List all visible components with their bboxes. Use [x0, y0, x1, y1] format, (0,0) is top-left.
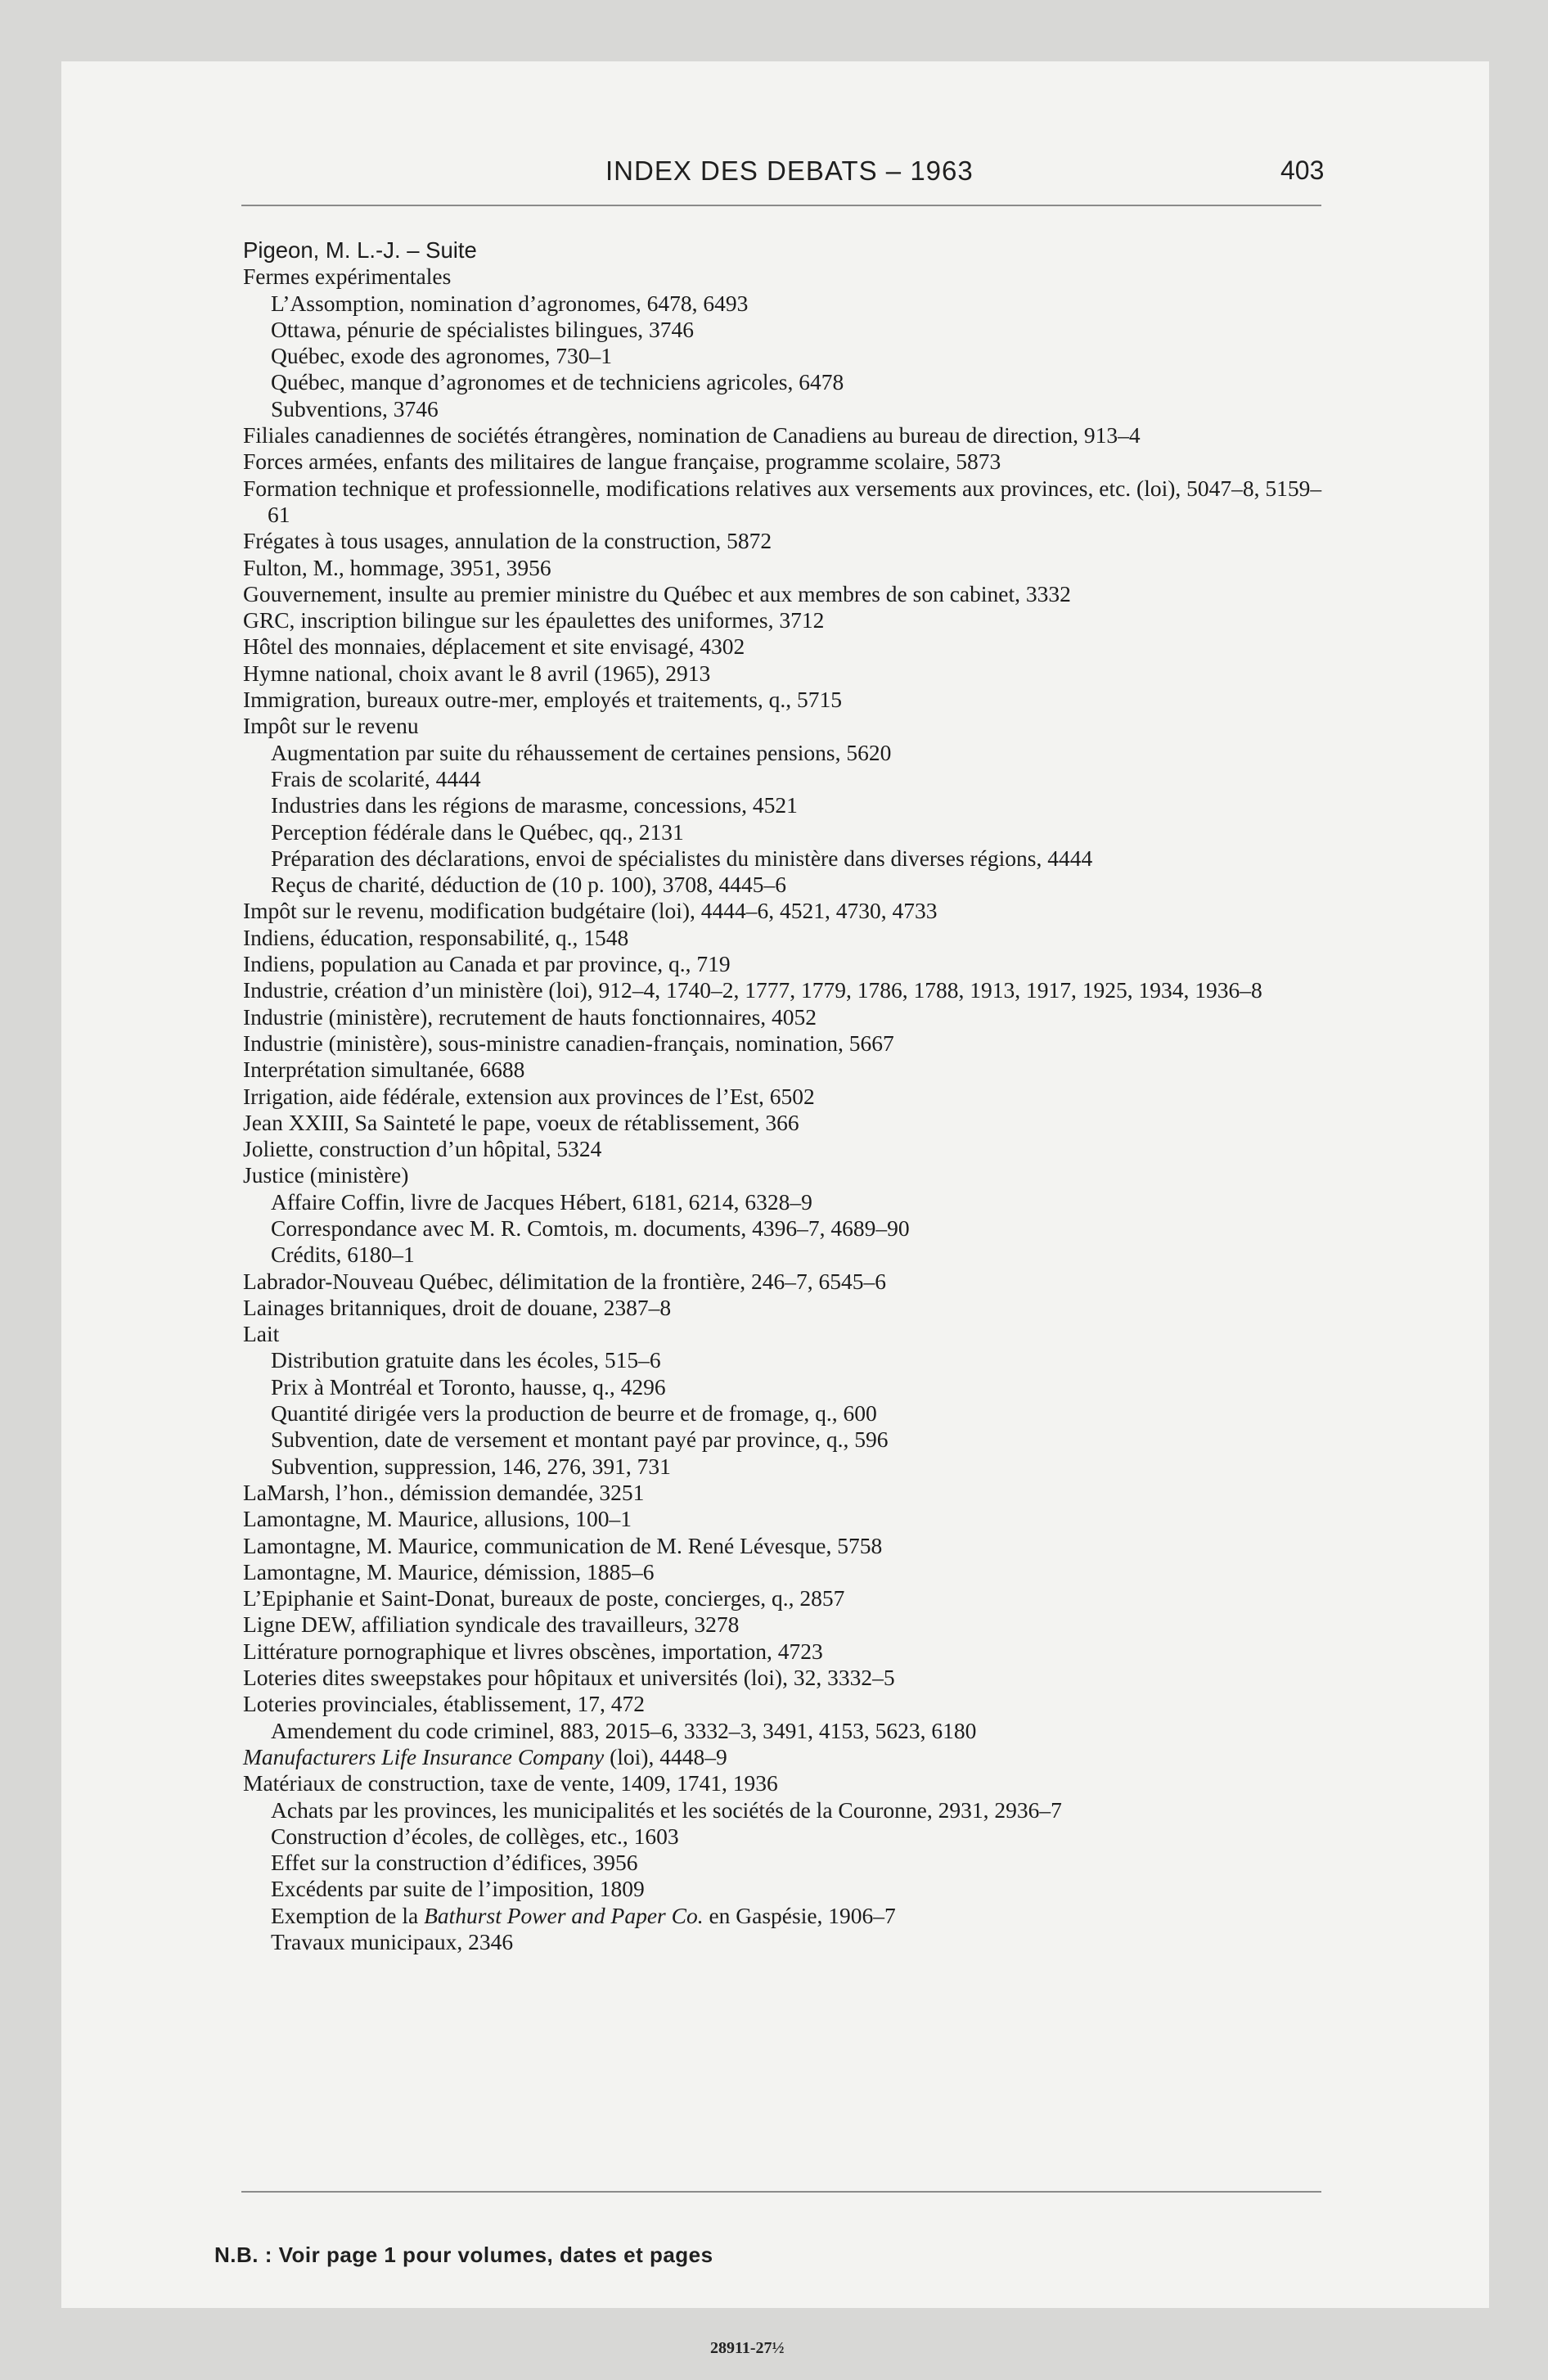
- index-entry: [243, 633, 1339, 660]
- index-entry: [243, 449, 1339, 475]
- entry-text: Distribution gratuite dans les écoles, 515–6: [271, 1347, 661, 1373]
- index-subentry: [271, 819, 1339, 845]
- index-entry: [243, 237, 1339, 264]
- entry-text: Lamontagne, M. Maurice, communication de M. René Lévesque, 5758: [243, 1532, 883, 1558]
- entry-text: Achats par les provinces, les municipalités et les sociétés de la Couronne, 2931, 2936–7: [271, 1796, 1062, 1823]
- entry-text: Correspondance avec M. R. Comtois, m. documents, 4396–7, 4689–90: [271, 1215, 910, 1241]
- entry-text: LaMarsh, l’hon., démission demandée, 3251: [243, 1479, 645, 1505]
- footer-rule: [241, 2191, 1321, 2193]
- index-entry: [243, 476, 1339, 529]
- index-subentry: [271, 369, 1339, 395]
- index-entry: [243, 1295, 1339, 1321]
- index-subentry: [271, 1850, 1339, 1876]
- index-entry: [243, 1506, 1339, 1532]
- entry-text: Labrador-Nouveau Québec, délimitation de la frontière, 246–7, 6545–6: [243, 1268, 886, 1294]
- index-entries: [243, 237, 1339, 1955]
- index-subentry: [271, 1929, 1339, 1955]
- entry-text: Hymne national, choix avant le 8 avril (1965), 2913: [243, 660, 711, 686]
- entry-text: Ligne DEW, affiliation syndicale des travailleurs, 3278: [243, 1611, 740, 1638]
- entry-text: Frégates à tous usages, annulation de la construction, 5872: [243, 528, 772, 554]
- index-entry: [243, 1770, 1339, 1796]
- entry-text-prefix: Exemption de la: [271, 1902, 425, 1928]
- index-entry: [243, 925, 1339, 951]
- index-subentry: [271, 1427, 1339, 1453]
- entry-text: Indiens, éducation, responsabilité, q., 1548: [243, 924, 629, 950]
- index-subentry: [271, 1797, 1339, 1823]
- entry-text: Forces armées, enfants des militaires de langue française, programme scolaire, 5873: [243, 449, 1001, 475]
- entry-text: Excédents par suite de l’imposition, 1809: [271, 1876, 645, 1902]
- index-subentry: [271, 317, 1339, 343]
- index-subentry: [271, 1454, 1339, 1480]
- entry-text: Loteries dites sweepstakes pour hôpitaux et universités (loi), 32, 3332–5: [243, 1665, 895, 1691]
- index-subentry: [271, 1215, 1339, 1242]
- entry-text: Impôt sur le revenu, modification budgétaire (loi), 4444–6, 4521, 4730, 4733: [243, 898, 938, 924]
- index-entry: [243, 1110, 1339, 1136]
- entry-text: Industrie, création d’un ministère (loi), 912–4, 1740–2, 1777, 1779, 1786, 1788, 1913, 1917, 1925, 1934, 1936–8: [243, 977, 1262, 1003]
- index-subentry: [271, 1374, 1339, 1400]
- entry-text: Affaire Coffin, livre de Jacques Hébert, 6181, 6214, 6328–9: [271, 1188, 812, 1215]
- index-subentry: [271, 845, 1339, 872]
- entry-text: Gouvernement, insulte au premier ministre du Québec et aux membres de son cabinet, 3332: [243, 580, 1071, 606]
- entry-text: Lamontagne, M. Maurice, allusions, 100–1: [243, 1506, 632, 1532]
- entry-text: Lamontagne, M. Maurice, démission, 1885–6: [243, 1558, 655, 1584]
- entry-text: Industrie (ministère), recrutement de hauts fonctionnaires, 4052: [243, 1003, 817, 1030]
- index-subentry: [271, 1876, 1339, 1902]
- printer-signature: 28911-27½: [710, 2339, 785, 2357]
- entry-text: Industrie (ministère), sous-ministre canadien-français, nomination, 5667: [243, 1030, 894, 1056]
- entry-text: Préparation des déclarations, envoi de spécialistes du ministère dans diverses régions, 4444: [271, 845, 1093, 871]
- index-entry: [243, 1480, 1339, 1506]
- entry-text: L’Assomption, nomination d’agronomes, 6478, 6493: [271, 290, 749, 316]
- index-subentry: [271, 1400, 1339, 1427]
- entry-text: Pigeon, M. L.-J. – Suite: [243, 237, 477, 263]
- index-entry: [243, 1744, 1339, 1770]
- entry-text: GRC, inscription bilingue sur les épaulettes des uniformes, 3712: [243, 607, 825, 633]
- entry-italic-title: Manufacturers Life Insurance Company: [243, 1743, 605, 1769]
- index-entry: [243, 898, 1339, 924]
- entry-text: Irrigation, aide fédérale, extension aux provinces de l’Est, 6502: [243, 1083, 815, 1109]
- index-entry: [243, 687, 1339, 713]
- entry-text: Indiens, population au Canada et par province, q., 719: [243, 951, 731, 977]
- index-subentry: [271, 343, 1339, 369]
- entry-text: Québec, exode des agronomes, 730–1: [271, 343, 612, 369]
- entry-text: Construction d’écoles, de collèges, etc., 1603: [271, 1823, 679, 1849]
- entry-text: Immigration, bureaux outre-mer, employés et traitements, q., 5715: [243, 687, 843, 713]
- entry-text: en Gaspésie, 1906–7: [703, 1902, 896, 1928]
- entry-text: Perception fédérale dans le Québec, qq., 2131: [271, 818, 684, 845]
- entry-text: Subventions, 3746: [271, 395, 439, 421]
- entry-text: Québec, manque d’agronomes et de techniciens agricoles, 6478: [271, 369, 844, 395]
- entry-text: Industries dans les régions de marasme, concessions, 4521: [271, 792, 798, 818]
- entry-text: L’Epiphanie et Saint-Donat, bureaux de poste, concierges, q., 2857: [243, 1585, 845, 1611]
- entry-text: Formation technique et professionnelle, modifications relatives aux versements aux provinces, etc. (loi), 5047–8, 5159–61: [243, 475, 1322, 527]
- entry-text: (loi), 4448–9: [604, 1743, 727, 1769]
- entry-text: Littérature pornographique et livres obscènes, importation, 4723: [243, 1638, 823, 1664]
- entry-text: Prix à Montréal et Toronto, hausse, q., 4296: [271, 1373, 666, 1400]
- index-entry: [243, 1136, 1339, 1162]
- page-number: 403: [1280, 156, 1325, 185]
- index-entry: [243, 1691, 1339, 1717]
- index-subentry: [271, 1903, 1339, 1929]
- entry-text: Hôtel des monnaies, déplacement et site envisagé, 4302: [243, 633, 745, 660]
- entry-text: Reçus de charité, déduction de (10 p. 100), 3708, 4445–6: [271, 872, 787, 898]
- entry-text: Interprétation simultanée, 6688: [243, 1057, 525, 1083]
- running-header-title: INDEX DES DEBATS – 1963: [605, 156, 974, 186]
- entry-text: Filiales canadiennes de sociétés étrangères, nomination de Canadiens au bureau de direction, 913–4: [243, 422, 1141, 449]
- index-entry: [243, 977, 1339, 1003]
- entry-text: Crédits, 6180–1: [271, 1242, 415, 1268]
- index-entry: [243, 581, 1339, 607]
- index-entry: [243, 1004, 1339, 1030]
- index-entry: [243, 555, 1339, 581]
- entry-text: Fermes expérimentales: [243, 264, 452, 290]
- entry-text: Ottawa, pénurie de spécialistes bilingues, 3746: [271, 316, 695, 342]
- index-entry: [243, 1057, 1339, 1083]
- index-subentry: [271, 291, 1339, 317]
- index-subentry: [271, 1718, 1339, 1744]
- index-entry: [243, 1639, 1339, 1665]
- index-subentry: [271, 1242, 1339, 1268]
- entry-text: Augmentation par suite du réhaussement de certaines pensions, 5620: [271, 739, 892, 765]
- entry-text: Lainages britanniques, droit de douane, 2387–8: [243, 1294, 672, 1320]
- index-entry: [243, 713, 1339, 739]
- index-entry: [243, 1559, 1339, 1585]
- index-entry: [243, 1611, 1339, 1638]
- header-rule: [241, 205, 1321, 206]
- entry-text: Lait: [243, 1321, 280, 1347]
- footnote: N.B. : Voir page 1 pour volumes, dates et pages: [214, 2243, 713, 2267]
- index-entry: [243, 660, 1339, 687]
- index-subentry: [271, 396, 1339, 422]
- index-entry: [243, 1665, 1339, 1691]
- index-subentry: [271, 1347, 1339, 1373]
- index-subentry: [271, 1823, 1339, 1850]
- entry-text: Fulton, M., hommage, 3951, 3956: [243, 554, 551, 580]
- entry-text: Matériaux de construction, taxe de vente, 1409, 1741, 1936: [243, 1770, 778, 1796]
- entry-text: Amendement du code criminel, 883, 2015–6, 3332–3, 3491, 4153, 5623, 6180: [271, 1717, 977, 1743]
- entry-text: Travaux municipaux, 2346: [271, 1929, 514, 1954]
- entry-italic-title: Bathurst Power and Paper Co.: [424, 1902, 704, 1928]
- entry-text: Impôt sur le revenu: [243, 713, 419, 739]
- index-entry: [243, 264, 1339, 290]
- entry-text: Subvention, date de versement et montant payé par province, q., 596: [271, 1427, 889, 1453]
- index-entry: [243, 1084, 1339, 1110]
- index-subentry: [271, 792, 1339, 818]
- entry-text: Joliette, construction d’un hôpital, 5324: [243, 1136, 602, 1162]
- index-subentry: [271, 766, 1339, 792]
- entry-text: Quantité dirigée vers la production de beurre et de fromage, q., 600: [271, 1400, 877, 1427]
- entry-text: Frais de scolarité, 4444: [271, 765, 481, 791]
- index-entry: [243, 1321, 1339, 1347]
- entry-text: Subvention, suppression, 146, 276, 391, 731: [271, 1453, 671, 1479]
- index-subentry: [271, 1189, 1339, 1215]
- index-subentry: [271, 872, 1339, 898]
- index-entry: [243, 1585, 1339, 1611]
- entry-text: Jean XXIII, Sa Sainteté le pape, voeux de rétablissement, 366: [243, 1109, 799, 1135]
- index-entry: [243, 528, 1339, 554]
- index-subentry: [271, 740, 1339, 766]
- index-entry: [243, 422, 1339, 449]
- entry-text: Effet sur la construction d’édifices, 3956: [271, 1850, 638, 1876]
- index-entry: [243, 607, 1339, 633]
- entry-text: Justice (ministère): [243, 1162, 409, 1188]
- index-entry: [243, 1162, 1339, 1188]
- index-entry: [243, 951, 1339, 977]
- index-entry: [243, 1030, 1339, 1057]
- entry-text: Loteries provinciales, établissement, 17, 472: [243, 1691, 646, 1717]
- index-entry: [243, 1269, 1339, 1295]
- index-entry: [243, 1533, 1339, 1559]
